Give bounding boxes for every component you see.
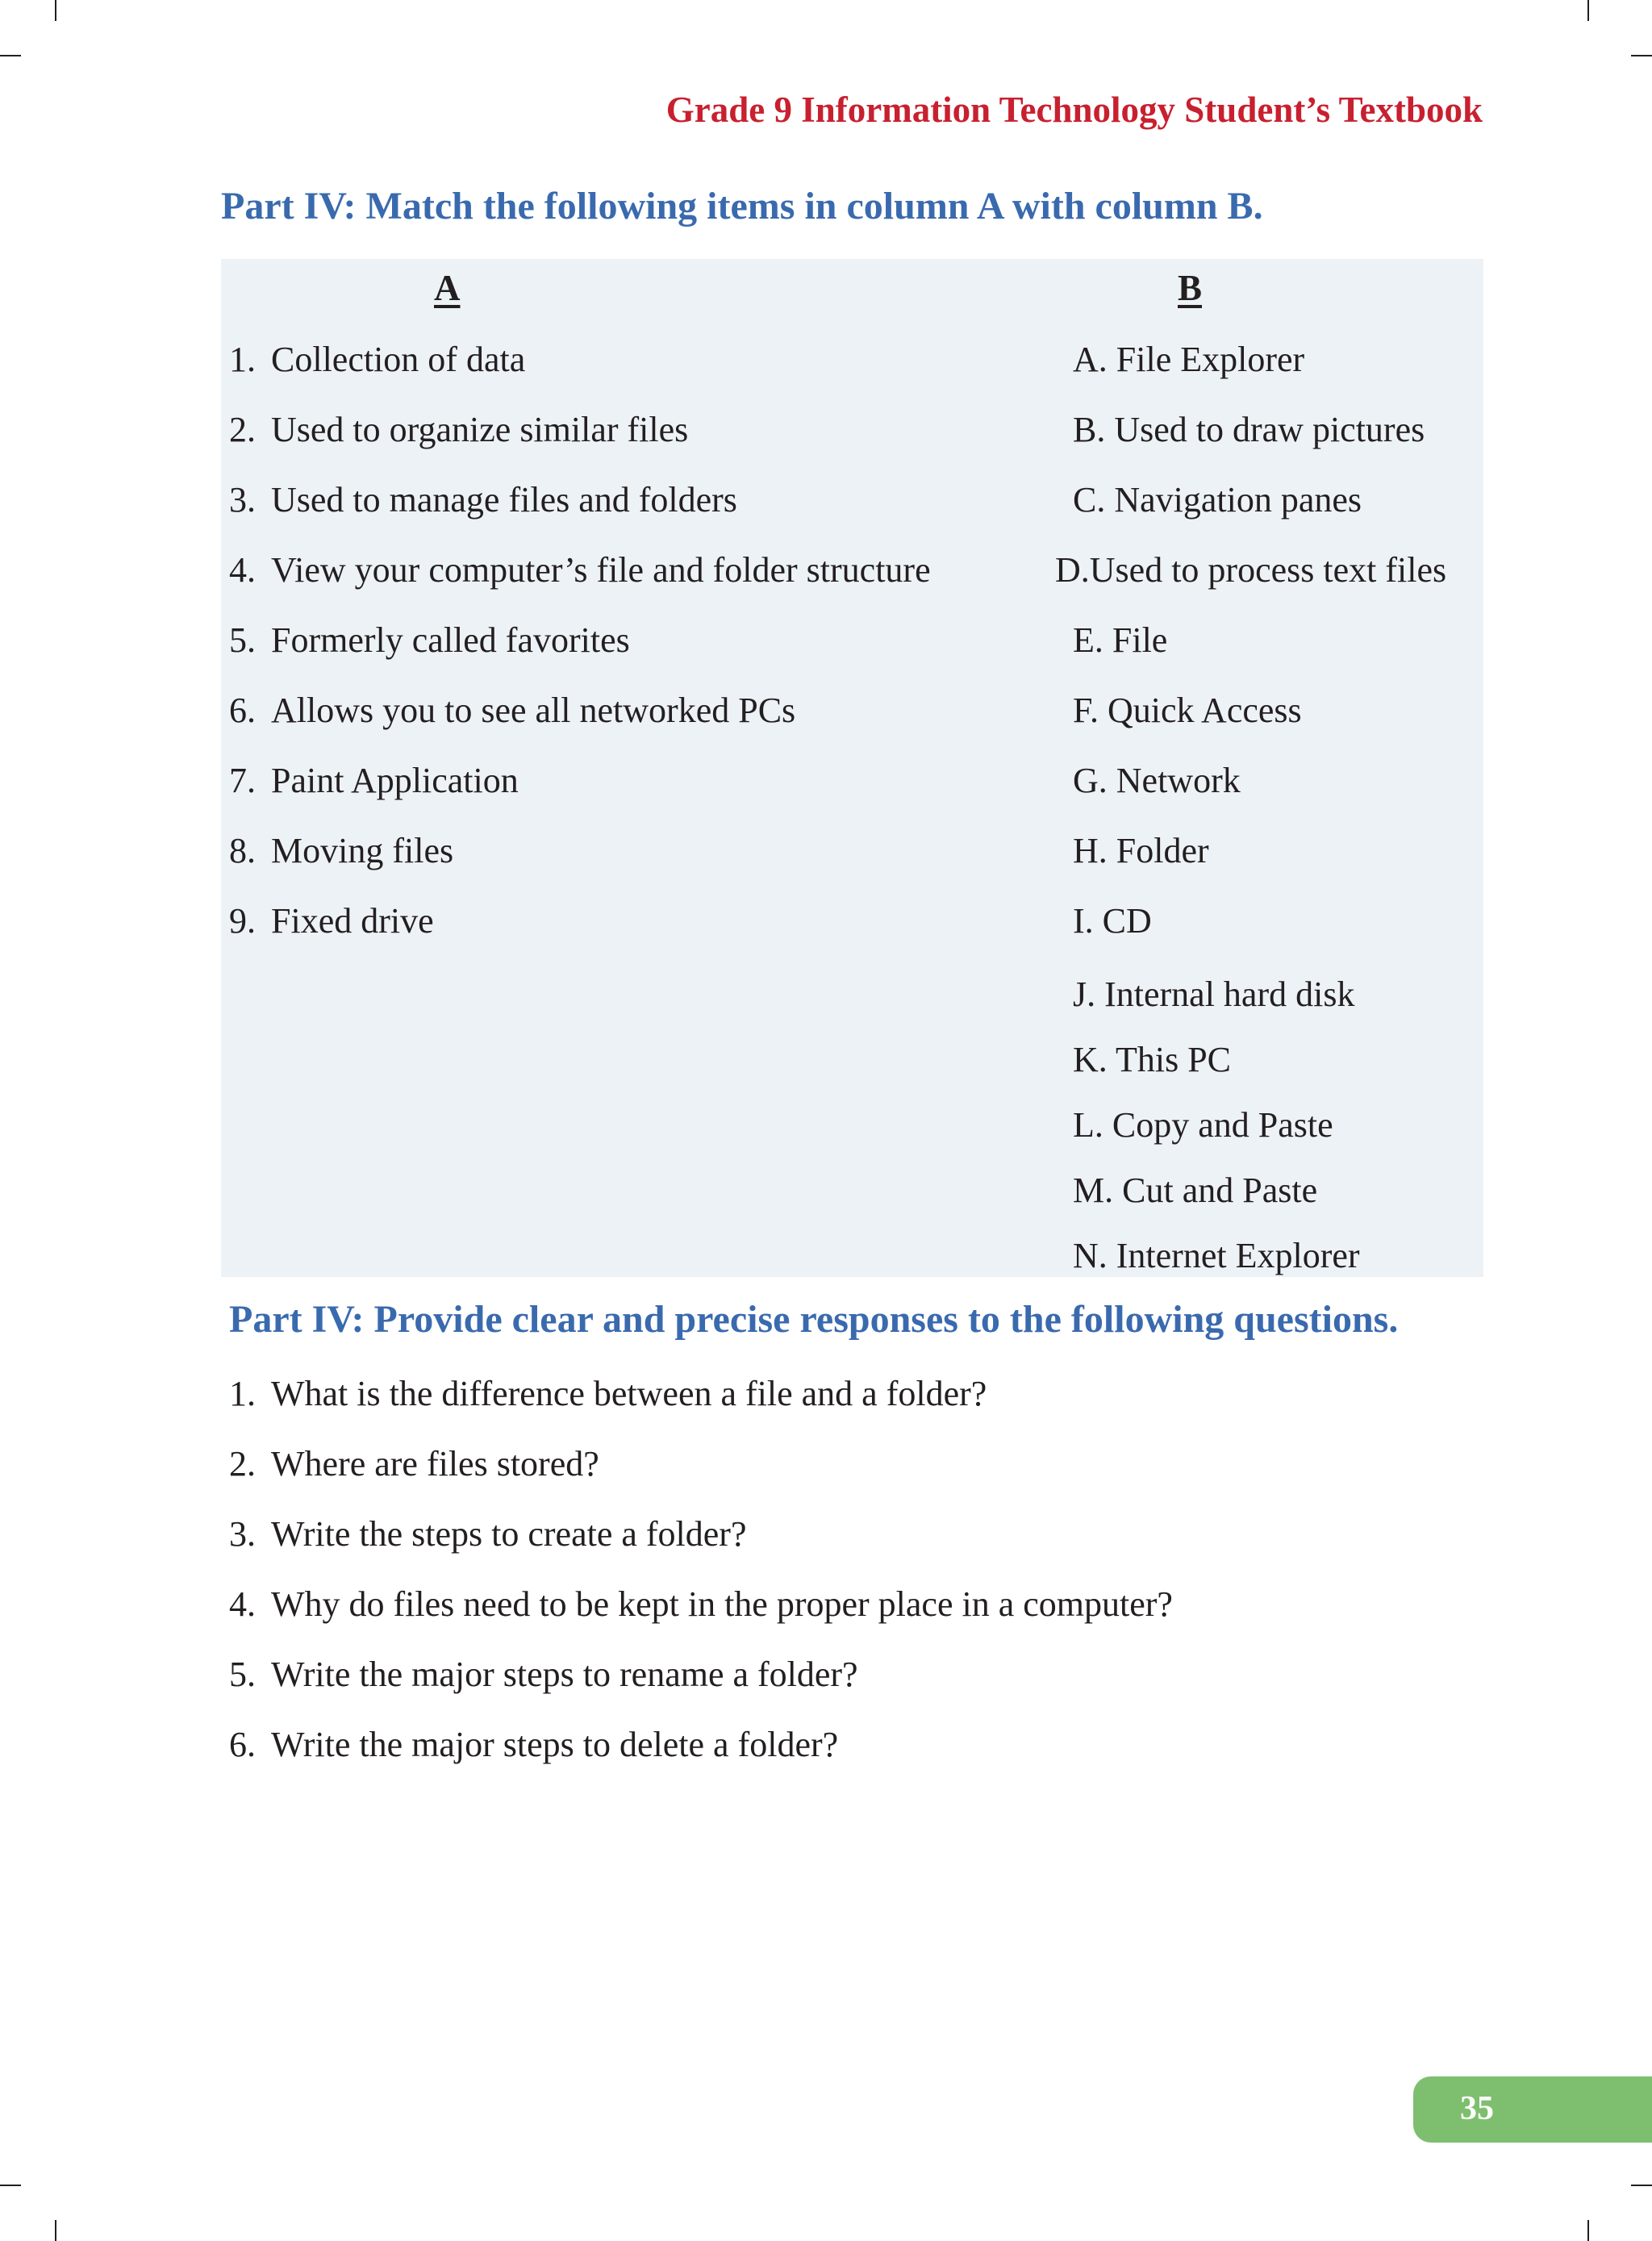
column-b-item: A. File Explorer: [1073, 340, 1305, 379]
column-b-item: D.Used to process text files: [1055, 550, 1447, 590]
crop-mark: [55, 2220, 56, 2241]
column-b-item: I. CD: [1073, 901, 1152, 941]
column-a-item: 1. Collection of data: [229, 340, 526, 379]
column-a-title: A: [434, 268, 461, 308]
crop-mark: [1631, 55, 1652, 56]
question-item: 6. Write the major steps to delete a folder?: [229, 1725, 839, 1764]
questions-heading: Part IV: Provide clear and precise responses to the following questions.: [229, 1298, 1399, 1341]
column-b-item: L. Copy and Paste: [1073, 1105, 1333, 1145]
crop-mark: [1587, 0, 1589, 21]
matching-heading: Part IV: Match the following items in column A with column B.: [221, 185, 1263, 227]
question-item: 3. Write the steps to create a folder?: [229, 1514, 747, 1554]
column-b-item: H. Folder: [1073, 831, 1209, 870]
column-b-item: J. Internal hard disk: [1073, 974, 1355, 1014]
crop-mark: [55, 0, 56, 21]
column-b-title: B: [1178, 268, 1203, 308]
question-item: 4. Why do files need to be kept in the proper place in a computer?: [229, 1584, 1173, 1624]
crop-mark: [0, 2185, 21, 2186]
column-a-item: 8. Moving files: [229, 831, 454, 870]
question-item: 5. Write the major steps to rename a folder?: [229, 1655, 858, 1694]
page-number: 35: [1460, 2090, 1494, 2127]
crop-mark: [1631, 2185, 1652, 2186]
column-b-item: N. Internet Explorer: [1073, 1236, 1360, 1275]
column-b-item: G. Network: [1073, 761, 1241, 800]
running-header: Grade 9 Information Technology Student’s Textbook: [665, 90, 1483, 130]
column-b-item: B. Used to draw pictures: [1073, 410, 1425, 449]
column-b-item: F. Quick Access: [1073, 691, 1302, 730]
question-item: 2. Where are files stored?: [229, 1444, 599, 1484]
column-b-item: E. File: [1073, 620, 1168, 660]
column-b-item: K. This PC: [1073, 1040, 1232, 1079]
column-a-item: 5. Formerly called favorites: [229, 620, 630, 660]
column-a-item: 4. View your computer’s file and folder structure: [229, 550, 931, 590]
crop-mark: [0, 55, 21, 56]
column-a-item: 2. Used to organize similar files: [229, 410, 689, 449]
column-b-item: M. Cut and Paste: [1073, 1171, 1318, 1210]
column-a-item: 9. Fixed drive: [229, 901, 434, 941]
column-a-item: 7. Paint Application: [229, 761, 519, 800]
column-a-item: 3. Used to manage files and folders: [229, 480, 737, 520]
question-item: 1. What is the difference between a file and a folder?: [229, 1374, 987, 1413]
column-b-item: C. Navigation panes: [1073, 480, 1362, 520]
column-a-item: 6. Allows you to see all networked PCs: [229, 691, 796, 730]
crop-mark: [1587, 2220, 1589, 2241]
page-number-tab: [1413, 2076, 1652, 2143]
